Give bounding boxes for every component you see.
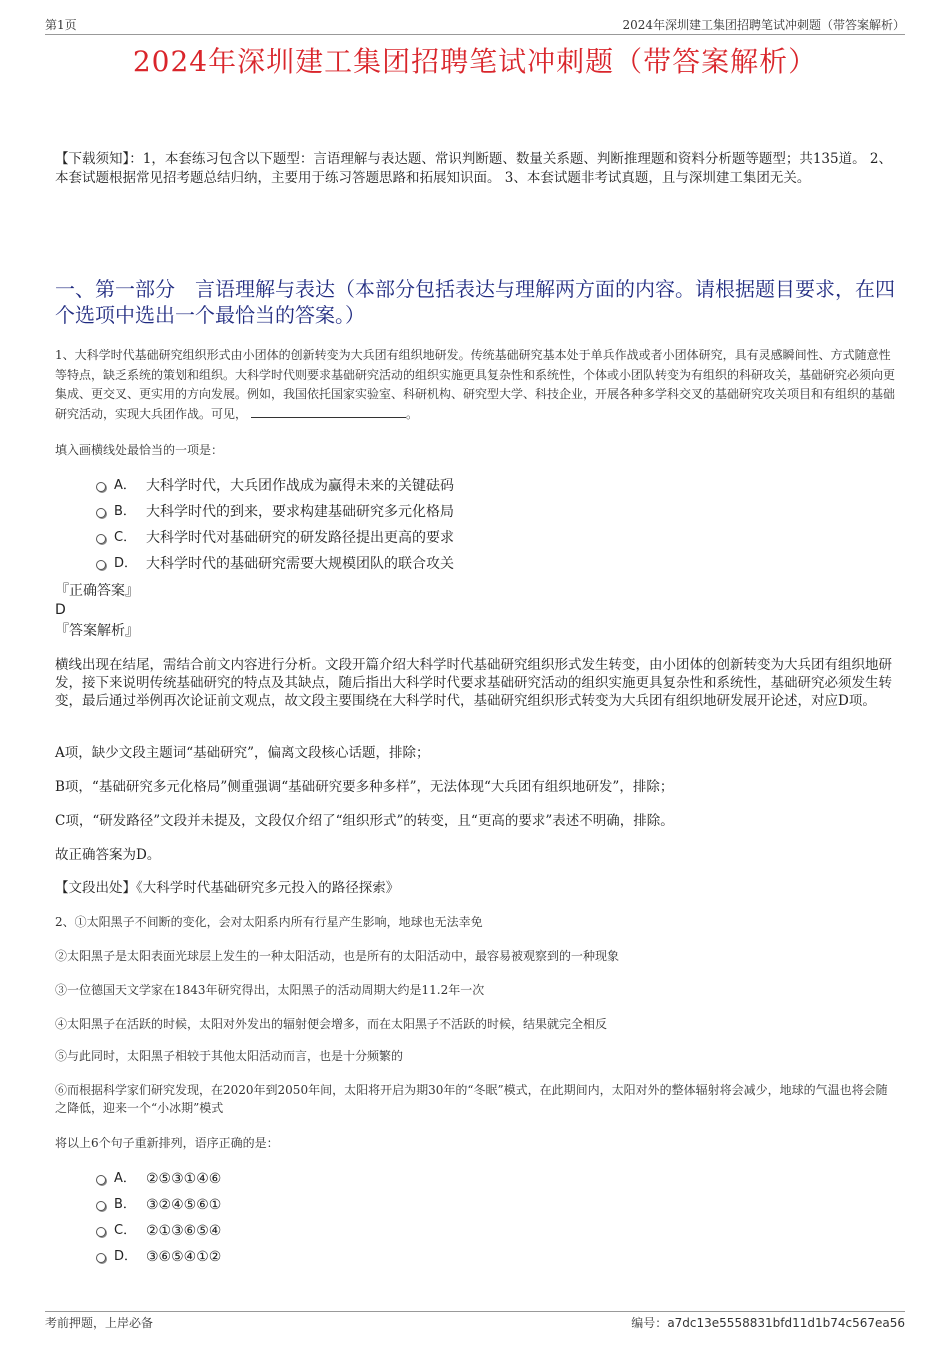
option-text: ②①③⑥⑤④ — [146, 1223, 222, 1239]
option-text: ③②④⑤⑥① — [146, 1197, 222, 1213]
analysis-text: 横线出现在结尾，需结合前文内容进行分析。文段开篇介绍大科学时代基础研究组织形式发生转变，由小团体的创新转变为大兵团有组织地研发，接下来说明传统基础研究的特点及其缺点，随后指出大科学时代要求基础研究活动的组织实施更具复杂性和系统性，基础研究必须发生转变，最后通过举例再次论证前文观点，故文段主要围绕在大科学时代，基础研究组织形式转变为大兵团有组织地研发展开论述，对应D项。 — [55, 657, 892, 709]
q2-sentence-1: 2、①太阳黑子不间断的变化，会对太阳系内所有行星产生影响，地球也无法幸免 — [55, 915, 483, 929]
radio-button-icon[interactable] — [96, 482, 106, 492]
footer-slogan: 考前押题，上岸必备 — [45, 1316, 154, 1330]
question-1-prompt: 填入画横线处最恰当的一项是： — [55, 443, 224, 457]
radio-button-icon[interactable] — [96, 534, 106, 544]
code-label: 编号： — [631, 1316, 668, 1330]
option-letter: D． — [114, 556, 138, 571]
option-letter: C． — [114, 530, 137, 545]
reason-b: B项，“基础研究多元化格局”侧重强调“基础研究要多种多样”，无法体现“大兵团有组织地研发”，排除； — [55, 779, 674, 795]
option-c[interactable] — [96, 1218, 796, 1244]
option-d[interactable] — [96, 1244, 796, 1270]
section-title: 一、第一部分 言语理解与表达（本部分包括表达与理解两方面的内容。请根据题目要求，在四个选项中选出一个最恰当的答案。） — [55, 277, 895, 327]
question-1-text: 1、大科学时代基础研究组织形式由小团体的创新转变为大兵团有组织地研发。传统基础研究基本处于单兵作战或者小团体研究，具有灵感瞬间性、方式随意性等特点，缺乏系统的策划和组织。大科学时代则要求基础研究活动的组织实施更具复杂性和系统性，个体或小团队转变为有组织的科研攻关，基础研究必须向更集成、更交叉、更实用的方向发展。例如，我国依托国家实验室、科研机构、研究型大学、科技企业，开展各种多学科交叉的基础研究攻关项目和有组织的基础研究活动，实现大兵团作战。可见， — [55, 348, 896, 421]
option-text: ②⑤③①④⑥ — [146, 1171, 222, 1187]
running-title: 2024年深圳建工集团招聘笔试冲刺题（带答案解析） — [622, 18, 905, 32]
option-b[interactable] — [96, 1192, 796, 1218]
option-text: ③⑥⑤④①② — [146, 1249, 222, 1265]
radio-button-icon[interactable] — [96, 1201, 106, 1211]
q2-prompt: 将以上6个句子重新排列，语序正确的是： — [55, 1136, 279, 1150]
option-text: 大科学时代对基础研究的研发路径提出更高的要求 — [146, 530, 454, 546]
q2-sentence-3: ③一位德国天文学家在1843年研究得出，太阳黑子的活动周期大约是11.2年一次 — [55, 983, 485, 997]
option-text: 大科学时代的到来，要求构建基础研究多元化格局 — [146, 504, 454, 520]
page-header — [45, 14, 905, 35]
answer-label: 『正确答案』 — [55, 583, 139, 599]
option-letter: A． — [114, 1171, 136, 1186]
option-letter: C． — [114, 1223, 137, 1238]
option-a[interactable] — [96, 473, 796, 499]
source-citation: 【文段出处】《大科学时代基础研究多元投入的路径探索》 — [55, 880, 400, 896]
option-letter: A． — [114, 478, 136, 493]
page-number: 第1页 — [45, 18, 77, 32]
option-b[interactable] — [96, 499, 796, 525]
radio-button-icon[interactable] — [96, 1253, 106, 1263]
option-d[interactable] — [96, 551, 796, 577]
q2-sentence-2: ②太阳黑子是太阳表面光球层上发生的一种太阳活动，也是所有的太阳活动中，最容易被观察到的一种现象 — [55, 949, 620, 963]
option-text: 大科学时代的基础研究需要大规模团队的联合攻关 — [146, 556, 454, 572]
analysis-label: 『答案解析』 — [55, 623, 139, 639]
footer-code — [631, 1314, 905, 1331]
reason-a: A项，缺少文段主题词“基础研究”，偏离文段核心话题，排除； — [55, 745, 430, 761]
radio-button-icon[interactable] — [96, 508, 106, 518]
option-letter: D． — [114, 1249, 138, 1264]
question-1-stem — [55, 346, 895, 424]
footer-divider — [45, 1311, 905, 1312]
radio-button-icon[interactable] — [96, 1175, 106, 1185]
option-letter: B． — [114, 1197, 136, 1212]
q2-sentence-5: ⑤与此同时，太阳黑子相较于其他太阳活动而言，也是十分频繁的 — [55, 1049, 404, 1063]
download-notice: 【下载须知】：1，本套练习包含以下题型：言语理解与表达题、常识判断题、数量关系题、判断推理题和资料分析题等题型；共135道。 2、本套试题根据常见招考题总结归纳，主要用于练习答题思路和拓展知识面。 3、本套试题非考试真题，且与深圳建工集团无关。 — [55, 151, 892, 186]
option-letter: B． — [114, 504, 136, 519]
q2-sentence-6: ⑥而根据科学家们研究发现，在2020年到2050年间，太阳将开启为期30年的“冬眠”模式，在此期间内，太阳对外的整体辐射将会减少，地球的气温也将会随之降低，迎来一个“小冰期”模式 — [55, 1083, 888, 1115]
document-title: 2024年深圳建工集团招聘笔试冲刺题（带答案解析） — [132, 45, 818, 78]
conclusion: 故正确答案为D。 — [55, 847, 161, 863]
q2-sentence-4: ④太阳黑子在活跃的时候，太阳对外发出的辐射便会增多，而在太阳黑子不活跃的时候，结果就完全相反 — [55, 1017, 608, 1031]
question-1-stem-end: 。 — [406, 406, 419, 421]
answer-value: D — [55, 602, 66, 618]
option-c[interactable] — [96, 525, 796, 551]
fill-blank-line — [251, 405, 406, 418]
option-text: 大科学时代，大兵团作战成为赢得未来的关键砝码 — [146, 478, 454, 494]
question-2-options — [96, 1166, 796, 1270]
code-value: a7dc13e5558831bfd11d1b74c567ea56 — [667, 1316, 905, 1330]
radio-button-icon[interactable] — [96, 1227, 106, 1237]
reason-c: C项，“研发路径”文段并未提及，文段仅介绍了“组织形式”的转变，且“更高的要求”表述不明确，排除。 — [55, 813, 674, 829]
question-1-options — [96, 473, 796, 577]
option-a[interactable] — [96, 1166, 796, 1192]
radio-button-icon[interactable] — [96, 560, 106, 570]
